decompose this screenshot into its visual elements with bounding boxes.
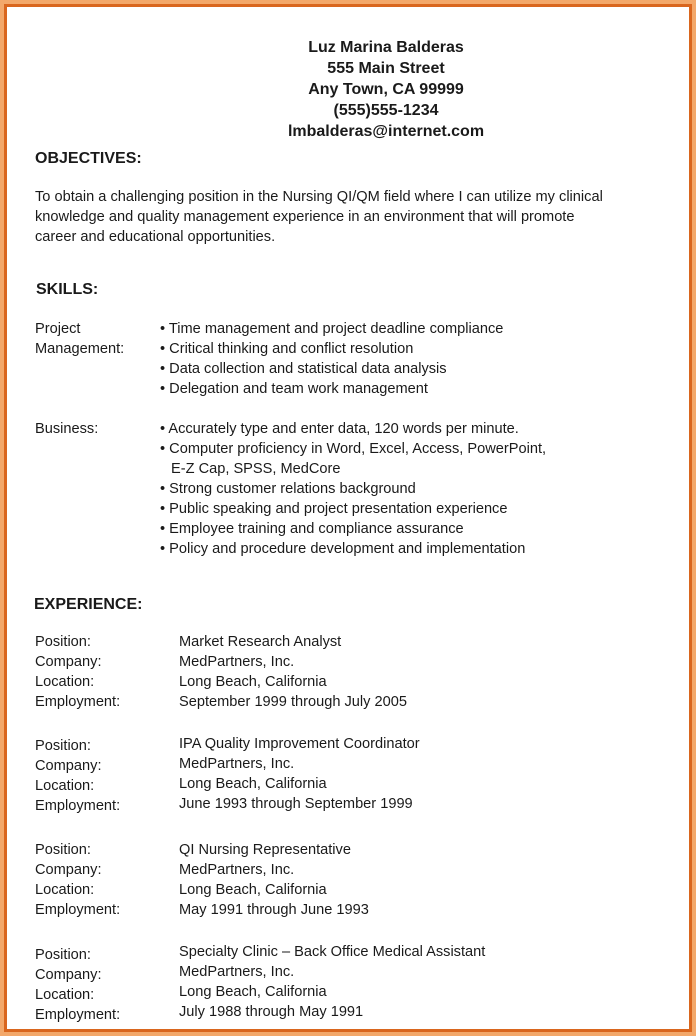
employment-label: Employment: — [35, 902, 121, 918]
job-employment: June 1993 through September 1999 — [179, 796, 413, 812]
position-label: Position: — [35, 634, 91, 650]
skill-item: • Data collection and statistical data analysis — [160, 361, 447, 377]
job-position: Market Research Analyst — [179, 634, 342, 650]
skill-item: • Policy and procedure development and implementation — [160, 541, 526, 557]
position-label: Position: — [35, 947, 91, 963]
location-label: Location: — [35, 987, 95, 1003]
location-label: Location: — [35, 882, 95, 898]
position-label: Position: — [35, 842, 91, 858]
location-label: Location: — [35, 778, 95, 794]
objectives-heading: OBJECTIVES: — [35, 150, 142, 167]
skill-item: • Critical thinking and conflict resolution — [160, 341, 414, 357]
job-position: QI Nursing Representative — [179, 842, 351, 858]
employment-label: Employment: — [35, 798, 121, 814]
job-location: Long Beach, California — [179, 882, 327, 898]
job-position: IPA Quality Improvement Coordinator — [179, 736, 420, 752]
applicant-name: Luz Marina Balderas — [308, 39, 464, 56]
phone-number: (555)555-1234 — [333, 102, 439, 119]
skill-item-continuation: E-Z Cap, SPSS, MedCore — [171, 461, 341, 477]
page-border — [4, 4, 692, 1032]
employment-label: Employment: — [35, 694, 121, 710]
job-position: Specialty Clinic – Back Office Medical Assistant — [179, 944, 486, 960]
employment-label: Employment: — [35, 1007, 121, 1023]
skill-group-label: Management: — [35, 341, 125, 357]
objectives-line: To obtain a challenging position in the Nursing QI/QM field where I can utilize my clinical — [35, 189, 603, 205]
job-location: Long Beach, California — [179, 984, 327, 1000]
city-state-zip: Any Town, CA 99999 — [308, 81, 464, 98]
skill-item: • Time management and project deadline compliance — [160, 321, 504, 337]
skill-item: • Accurately type and enter data, 120 words per minute. — [160, 421, 519, 437]
company-label: Company: — [35, 654, 102, 670]
street-address: 555 Main Street — [327, 60, 445, 77]
job-location: Long Beach, California — [179, 776, 327, 792]
job-company: MedPartners, Inc. — [179, 964, 295, 980]
objectives-line: career and educational opportunities. — [35, 229, 276, 245]
job-employment: May 1991 through June 1993 — [179, 902, 369, 918]
company-label: Company: — [35, 758, 102, 774]
skill-group-label: Project — [35, 321, 81, 337]
skill-item: • Employee training and compliance assurance — [160, 521, 464, 537]
skills-heading: SKILLS: — [36, 281, 99, 298]
job-company: MedPartners, Inc. — [179, 654, 295, 670]
job-location: Long Beach, California — [179, 674, 327, 690]
skill-group-label: Business: — [35, 421, 99, 437]
resume-page — [7, 7, 689, 1029]
job-employment: September 1999 through July 2005 — [179, 694, 407, 710]
objectives-line: knowledge and quality management experience in an environment that will promote — [35, 209, 575, 225]
skill-item: • Public speaking and project presentation experience — [160, 501, 508, 517]
email-address: lmbalderas@internet.com — [287, 123, 485, 140]
job-employment: July 1988 through May 1991 — [179, 1004, 364, 1020]
experience-heading: EXPERIENCE: — [34, 596, 143, 613]
location-label: Location: — [35, 674, 95, 690]
skill-item: • Computer proficiency in Word, Excel, Access, PowerPoint, — [160, 441, 547, 457]
company-label: Company: — [35, 967, 102, 983]
skill-item: • Strong customer relations background — [160, 481, 416, 497]
position-label: Position: — [35, 738, 91, 754]
job-company: MedPartners, Inc. — [179, 756, 295, 772]
skill-item: • Delegation and team work management — [160, 381, 428, 397]
company-label: Company: — [35, 862, 102, 878]
job-company: MedPartners, Inc. — [179, 862, 295, 878]
